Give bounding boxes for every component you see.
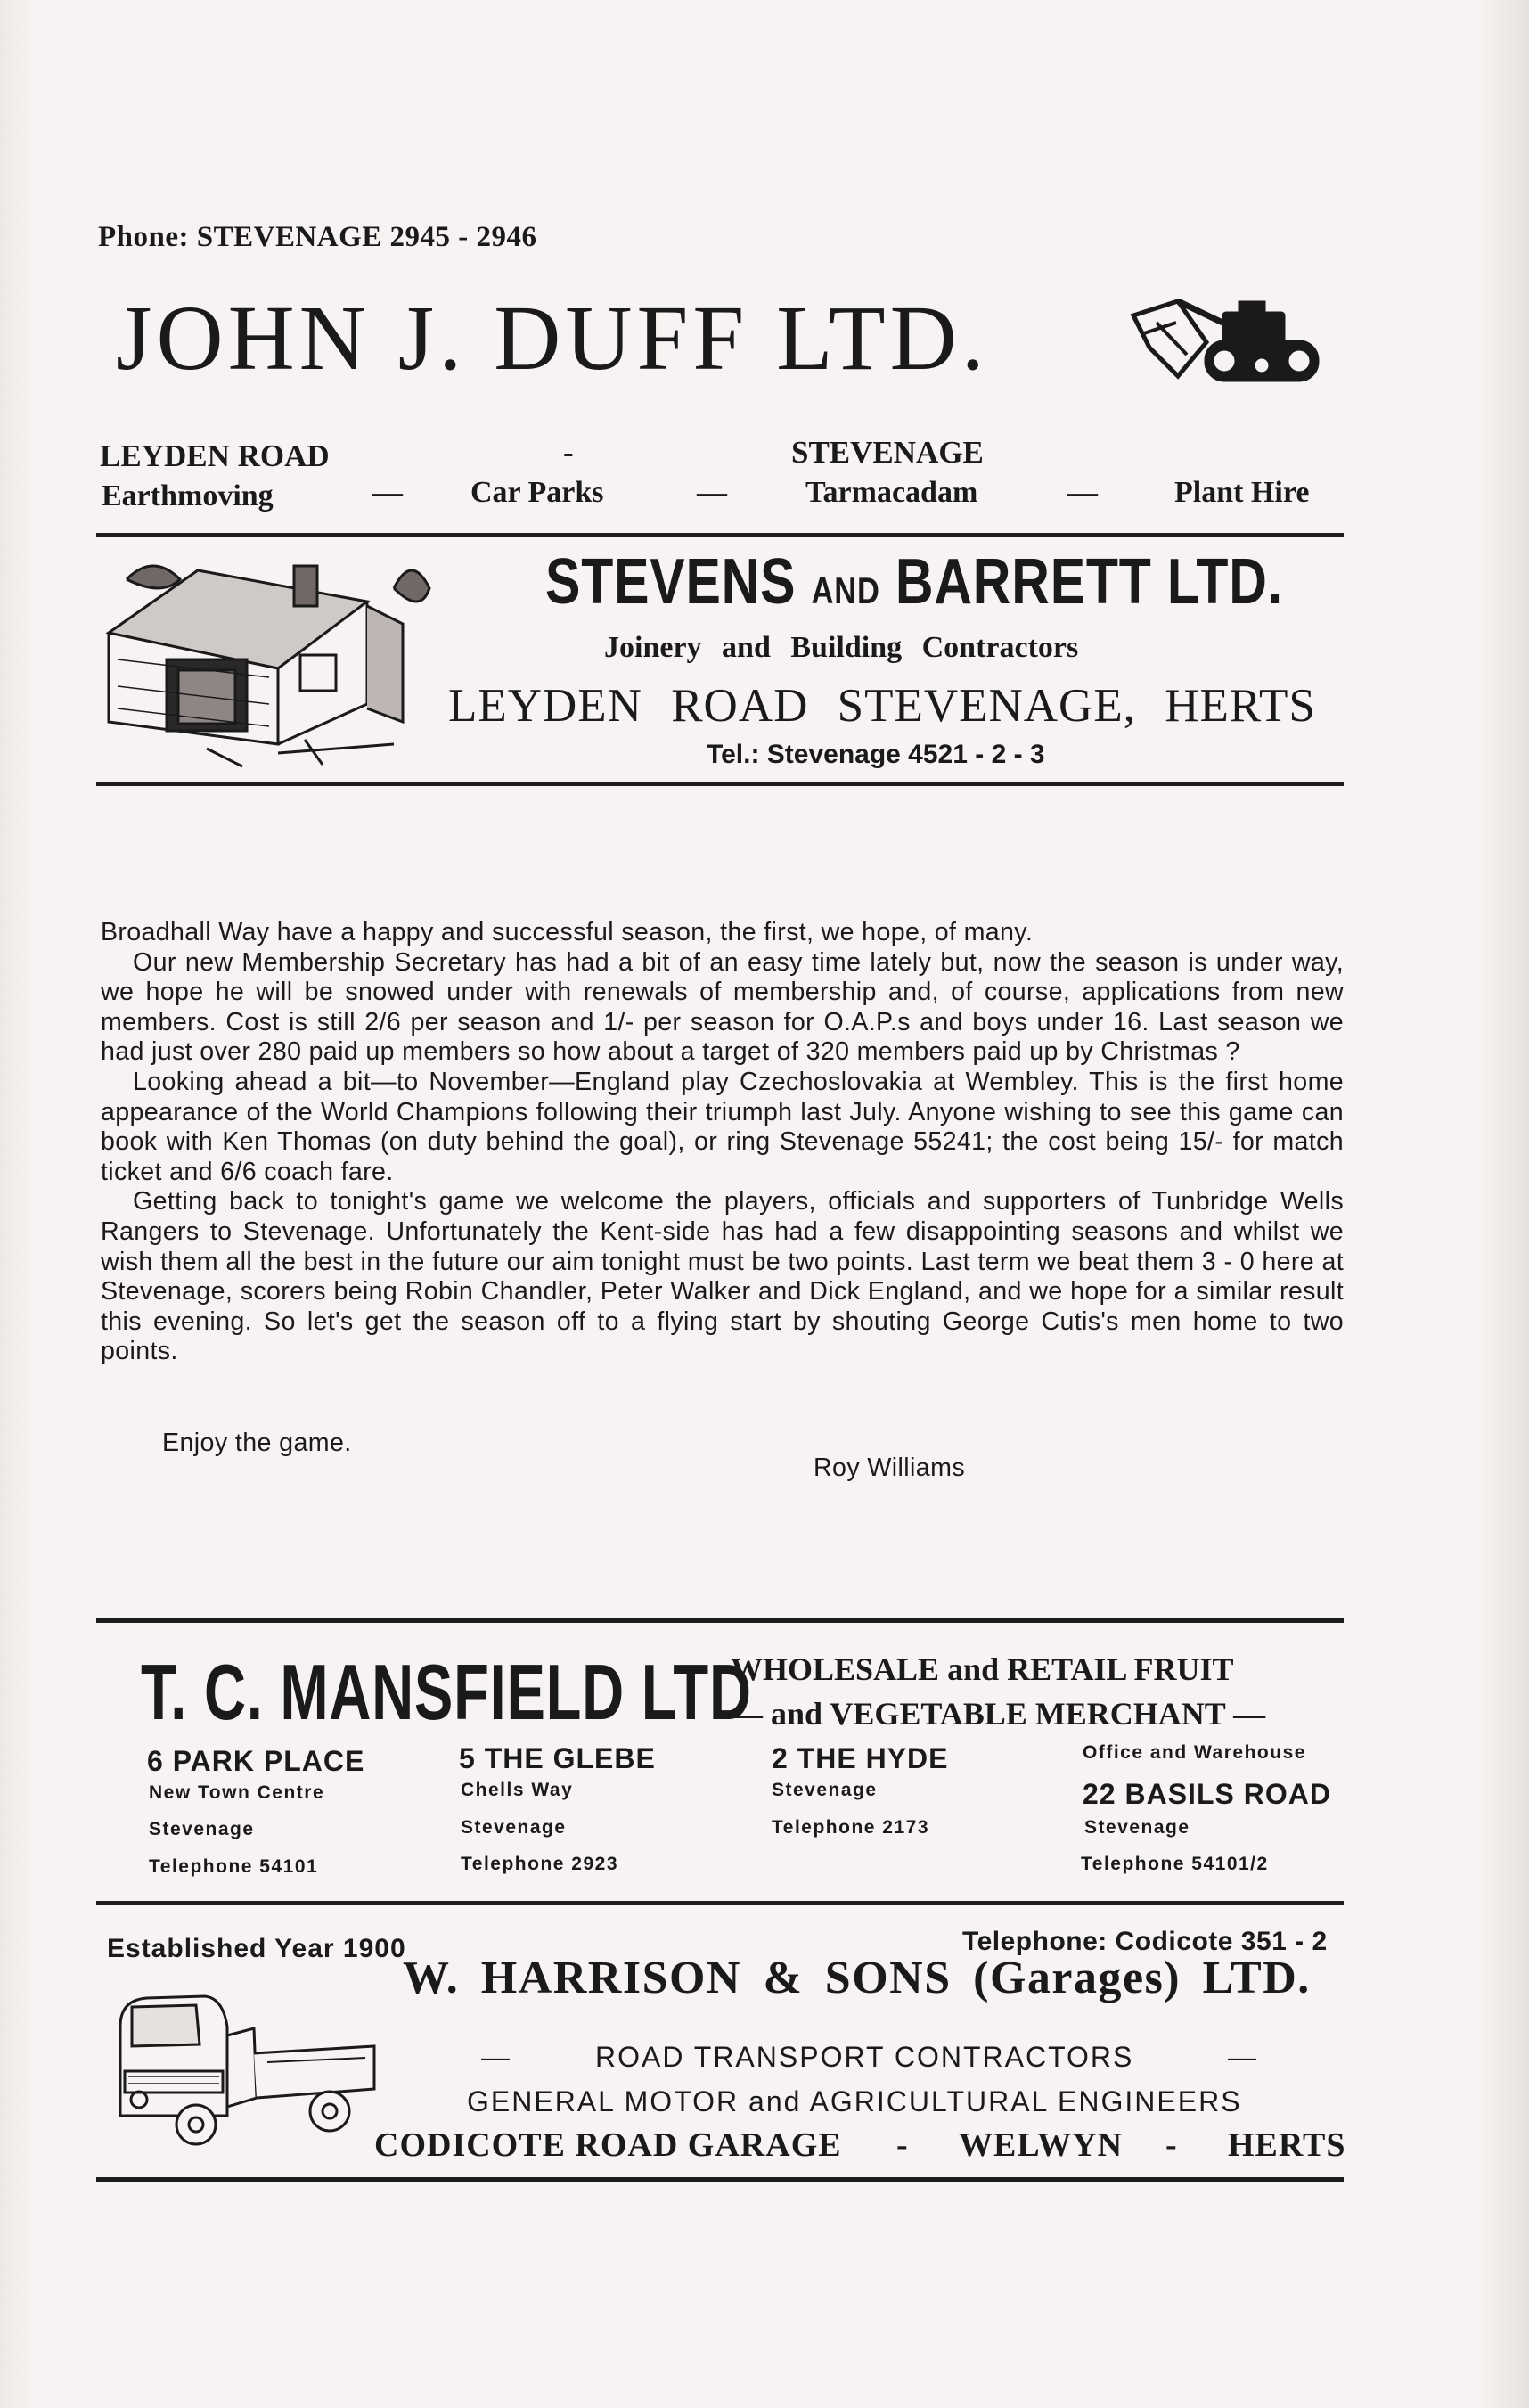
duff-service-car-parks: Car Parks bbox=[470, 476, 604, 509]
harrison-line-1: ROAD TRANSPORT CONTRACTORS bbox=[595, 2041, 1134, 2073]
article-paragraph: Our new Membership Secretary has had a bit of an easy time lately but, now the season is under way, we hope he will be snowed under with renewals of membership and, of course, applications from new members. Cost is still 2/6 per season and 1/- per season for O.A.P.s and boys under 16. Last season we had just over 280 paid up members so how about a target of 320 members paid up by Christmas ? bbox=[101, 947, 1344, 1067]
article-signature: Roy Williams bbox=[814, 1454, 966, 1482]
article-paragraph: Getting back to tonight's game we welcome the players, officials and supporters of Tunbridge Wells Rangers to Stevenage. Unfortunately the Kent-side has had a few disappointing seasons and whilst we wish them all the best in the future our aim tonight must be two points. Last term we beat them 3 - 0 here at Stevenage, scorers being Robin Chandler, Peter Walker and Dick England, and we hope for a similar result this evening. So let's get the season off to a flying start by shouting George Cutis's men home to two points. bbox=[101, 1187, 1344, 1366]
divider bbox=[96, 2177, 1344, 2182]
duff-phone: Phone: STEVENAGE 2945 - 2946 bbox=[98, 221, 537, 253]
stevens-subtitle: Joinery and Building Contractors bbox=[604, 631, 1079, 664]
duff-company-name: JOHN J. DUFF LTD. bbox=[116, 287, 989, 389]
harrison-dash: — bbox=[1228, 2041, 1258, 2073]
article-body bbox=[101, 918, 1344, 1367]
harrison-telephone: Telephone: Codicote 351 - 2 bbox=[962, 1927, 1328, 1956]
harrison-company-name: W. HARRISON & SONS (Garages) LTD. bbox=[403, 1953, 1311, 2003]
duff-service-sep: — bbox=[1067, 476, 1098, 509]
divider bbox=[96, 1901, 1344, 1905]
mansfield-shop-1-name: 6 PARK PLACE bbox=[147, 1745, 365, 1777]
mansfield-shop-2-town: Stevenage bbox=[461, 1817, 567, 1838]
duff-service-tarmacadam: Tarmacadam bbox=[805, 476, 978, 509]
mansfield-shop-4-town: Stevenage bbox=[1084, 1817, 1190, 1838]
mansfield-office-label: Office and Warehouse bbox=[1083, 1742, 1306, 1763]
harrison-address-county: HERTS bbox=[1228, 2126, 1346, 2164]
cottage-illustration bbox=[100, 553, 438, 771]
article-paragraph: Looking ahead a bit—to November—England play Czechoslovakia at Wembley. This is the first home appearance of the World Champions following their triumph last July. Anyone wishing to see this game can book with Ken Thomas (on duty behind the goal), or ring Stevenage 55241; the cost being 15/- for match ticket and 6/6 coach fare. bbox=[101, 1067, 1344, 1186]
lorry-illustration bbox=[107, 1973, 379, 2151]
duff-service-sep: — bbox=[697, 476, 727, 509]
duff-service-earthmoving: Earthmoving bbox=[102, 479, 274, 512]
mansfield-shop-2-line: Chells Way bbox=[461, 1780, 574, 1800]
divider bbox=[96, 533, 1344, 537]
duff-service-sep: — bbox=[372, 476, 403, 509]
harrison-established: Established Year 1900 bbox=[107, 1934, 406, 1963]
duff-address-separator: - bbox=[563, 435, 574, 470]
mansfield-shop-2-phone: Telephone 2923 bbox=[461, 1854, 619, 1874]
mansfield-shop-3-name: 2 THE HYDE bbox=[772, 1742, 949, 1774]
mansfield-shop-4-phone: Telephone 54101/2 bbox=[1081, 1854, 1269, 1874]
harrison-line-2: GENERAL MOTOR and AGRICULTURAL ENGINEERS bbox=[467, 2085, 1242, 2117]
mansfield-shop-4-name: 22 BASILS ROAD bbox=[1083, 1778, 1331, 1810]
mansfield-shop-3-town: Stevenage bbox=[772, 1780, 878, 1800]
mansfield-company-name: T. C. MANSFIELD LTD bbox=[141, 1648, 752, 1736]
harrison-dash: — bbox=[481, 2041, 511, 2073]
duff-address-town: STEVENAGE bbox=[791, 435, 984, 470]
divider bbox=[96, 1618, 1344, 1623]
mansfield-shop-1-town: Stevenage bbox=[149, 1819, 255, 1839]
mansfield-tagline-1: WHOLESALE and RETAIL FRUIT bbox=[731, 1651, 1234, 1687]
divider bbox=[96, 782, 1344, 786]
stevens-company-name bbox=[545, 545, 1283, 618]
bulldozer-icon bbox=[1124, 296, 1329, 394]
harrison-address-sep: - bbox=[896, 2126, 909, 2164]
mansfield-shop-1-line: New Town Centre bbox=[149, 1782, 325, 1803]
harrison-address-sep: - bbox=[1165, 2126, 1178, 2164]
article-closing: Enjoy the game. bbox=[162, 1429, 352, 1457]
article-paragraph: Broadhall Way have a happy and successful season, the first, we hope, of many. bbox=[101, 918, 1034, 946]
mansfield-shop-2-name: 5 THE GLEBE bbox=[459, 1742, 656, 1774]
mansfield-tagline-2: — and VEGETABLE MERCHANT — bbox=[731, 1696, 1266, 1732]
mansfield-shop-3-phone: Telephone 2173 bbox=[772, 1817, 930, 1838]
stevens-name-and: AND bbox=[811, 569, 880, 611]
harrison-address-garage: CODICOTE ROAD GARAGE bbox=[374, 2126, 842, 2164]
stevens-telephone: Tel.: Stevenage 4521 - 2 - 3 bbox=[707, 740, 1045, 769]
harrison-address-town: WELWYN bbox=[959, 2126, 1124, 2164]
stevens-address: LEYDEN ROAD STEVENAGE, HERTS bbox=[448, 680, 1316, 732]
duff-address-road: LEYDEN ROAD bbox=[100, 438, 330, 473]
duff-service-plant-hire: Plant Hire bbox=[1174, 476, 1310, 509]
stevens-name-part2: BARRETT LTD. bbox=[895, 546, 1283, 618]
mansfield-shop-1-phone: Telephone 54101 bbox=[149, 1856, 319, 1877]
stevens-name-part1: STEVENS bbox=[545, 546, 797, 618]
